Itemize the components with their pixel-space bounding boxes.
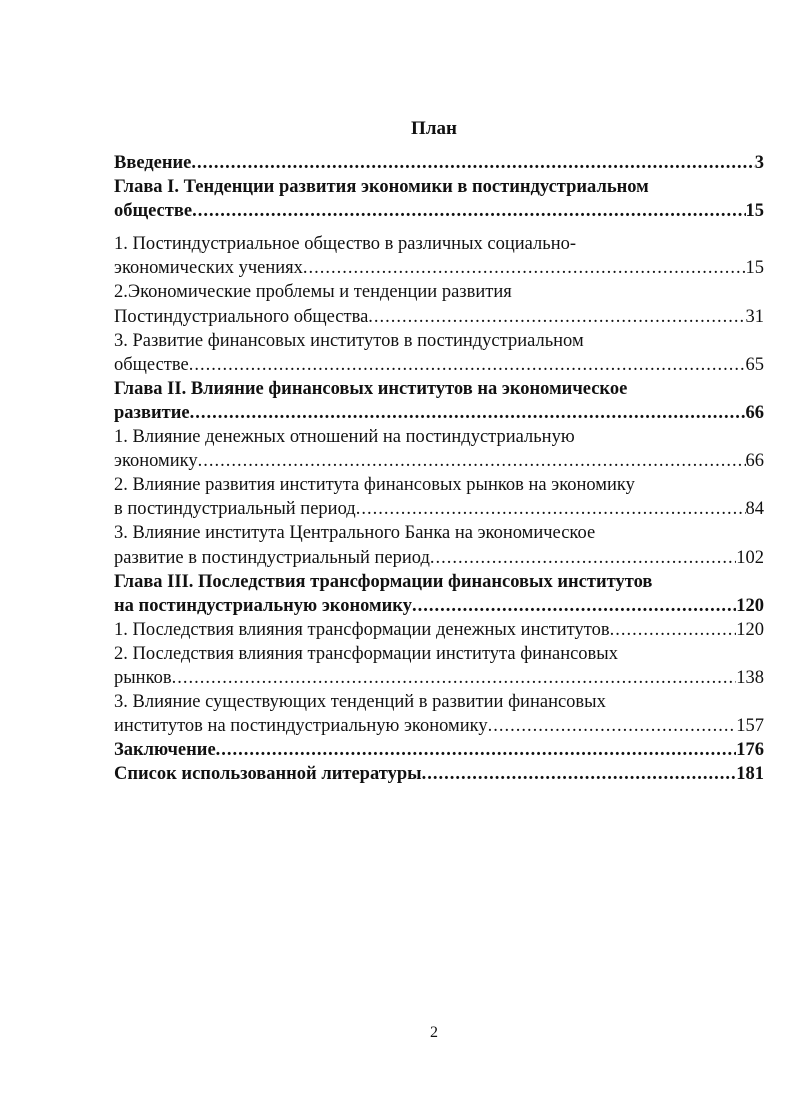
page-title: План <box>411 118 457 139</box>
toc-page-number: 120 <box>736 619 764 640</box>
toc-page-number: 66 <box>745 451 764 472</box>
toc-section-2-3-title: 3. Влияние института Центрального Банка на экономическое <box>114 523 596 544</box>
toc-entry-title: экономику <box>114 451 198 472</box>
toc-leader-dots <box>172 666 737 690</box>
toc-section-3-2 <box>114 666 764 690</box>
toc-page-number: 176 <box>736 740 764 761</box>
toc-page-number: 3 <box>754 153 764 173</box>
toc-entry-title: развитие в постиндустриальный период <box>114 547 430 568</box>
toc-leader-dots <box>356 497 746 521</box>
toc-leader-dots <box>368 305 745 329</box>
toc-section-2-1-title: 1. Влияние денежных отношений на постиндустриальную <box>114 427 575 448</box>
toc-entry-intro <box>114 151 764 175</box>
toc-page-number: 157 <box>736 716 764 737</box>
toc-section-1-2-title: 2.Экономические проблемы и тенденции развития <box>114 282 512 303</box>
toc-chapter-3-title: Глава III. Последствия трансформации финансовых институтов <box>114 571 653 592</box>
toc-page-number: 120 <box>736 595 764 616</box>
toc-page-number: 102 <box>736 547 764 568</box>
toc-leader-dots <box>430 546 736 570</box>
toc-entry-title: обществе <box>114 354 189 375</box>
toc-leader-dots <box>192 199 745 223</box>
toc-page-number: 31 <box>745 306 764 327</box>
toc-entry-title: 1. Последствия влияния трансформации денежных институтов <box>114 619 610 640</box>
toc-section-3-1 <box>114 618 764 642</box>
toc-chapter-2-title: Глава II. Влияние финансовых институтов на экономическое <box>114 378 628 399</box>
toc-entry-title: Заключение <box>114 740 216 761</box>
toc-leader-dots <box>488 714 737 738</box>
toc-leader-dots <box>191 151 754 175</box>
toc-entry-title: Введение <box>114 153 192 173</box>
toc-leader-dots <box>189 353 746 377</box>
toc-page-number: 15 <box>745 258 764 279</box>
toc-leader-dots <box>216 738 737 762</box>
toc-leader-dots <box>303 256 746 280</box>
toc-page-number: 15 <box>745 201 764 222</box>
toc-leader-dots <box>190 401 746 425</box>
toc-section-3-3 <box>114 714 764 738</box>
toc-entry-conclusion <box>114 738 764 762</box>
toc-page-number: 65 <box>745 354 764 375</box>
toc-chapter-1 <box>114 199 764 223</box>
toc-entry-title: Список использованной литературы <box>114 764 422 785</box>
toc-entry-title: развитие <box>114 402 190 423</box>
toc-section-3-3-title: 3. Влияние существующих тенденций в развитии финансовых <box>114 692 606 713</box>
toc-section-1-3 <box>114 353 764 377</box>
toc-section-2-2-title: 2. Влияние развития института финансовых рынков на экономику <box>114 475 635 496</box>
toc-page-number: 181 <box>736 764 764 785</box>
toc-entry-title: институтов на постиндустриальную экономику <box>114 716 488 737</box>
toc-entry-references <box>114 762 764 786</box>
toc-entry-title: обществе <box>114 201 193 222</box>
toc-section-1-1-title: 1. Постиндустриальное общество в различных социально- <box>114 234 577 255</box>
toc-chapter-1-title: Глава I. Тенденции развития экономики в постиндустриальном <box>114 177 649 198</box>
toc-entry-title: Постиндустриального общества <box>114 306 369 327</box>
toc-entry-title: на постиндустриальную экономику <box>114 595 412 616</box>
page-number: 2 <box>430 1024 438 1041</box>
toc-leader-dots <box>412 594 736 618</box>
toc-section-2-3 <box>114 546 764 570</box>
table-of-contents <box>114 151 764 786</box>
toc-entry-title: в постиндустриальный период <box>114 499 356 520</box>
toc-leader-dots <box>422 762 737 786</box>
toc-section-3-2-title: 2. Последствия влияния трансформации института финансовых <box>114 643 618 664</box>
toc-leader-dots <box>198 449 746 473</box>
toc-section-2-2 <box>114 497 764 521</box>
toc-leader-dots <box>610 618 737 642</box>
toc-section-1-1 <box>114 256 764 280</box>
toc-entry-title: экономических учениях <box>114 258 303 279</box>
toc-page-number: 84 <box>745 499 764 520</box>
toc-section-1-3-title: 3. Развитие финансовых институтов в постиндустриальном <box>114 330 584 351</box>
toc-page-number: 138 <box>736 667 764 688</box>
toc-chapter-3 <box>114 594 764 618</box>
toc-section-2-1 <box>114 449 764 473</box>
toc-section-1-2 <box>114 305 764 329</box>
toc-page-number: 66 <box>745 402 764 423</box>
toc-entry-title: рынков <box>114 667 172 688</box>
toc-chapter-2 <box>114 401 764 425</box>
